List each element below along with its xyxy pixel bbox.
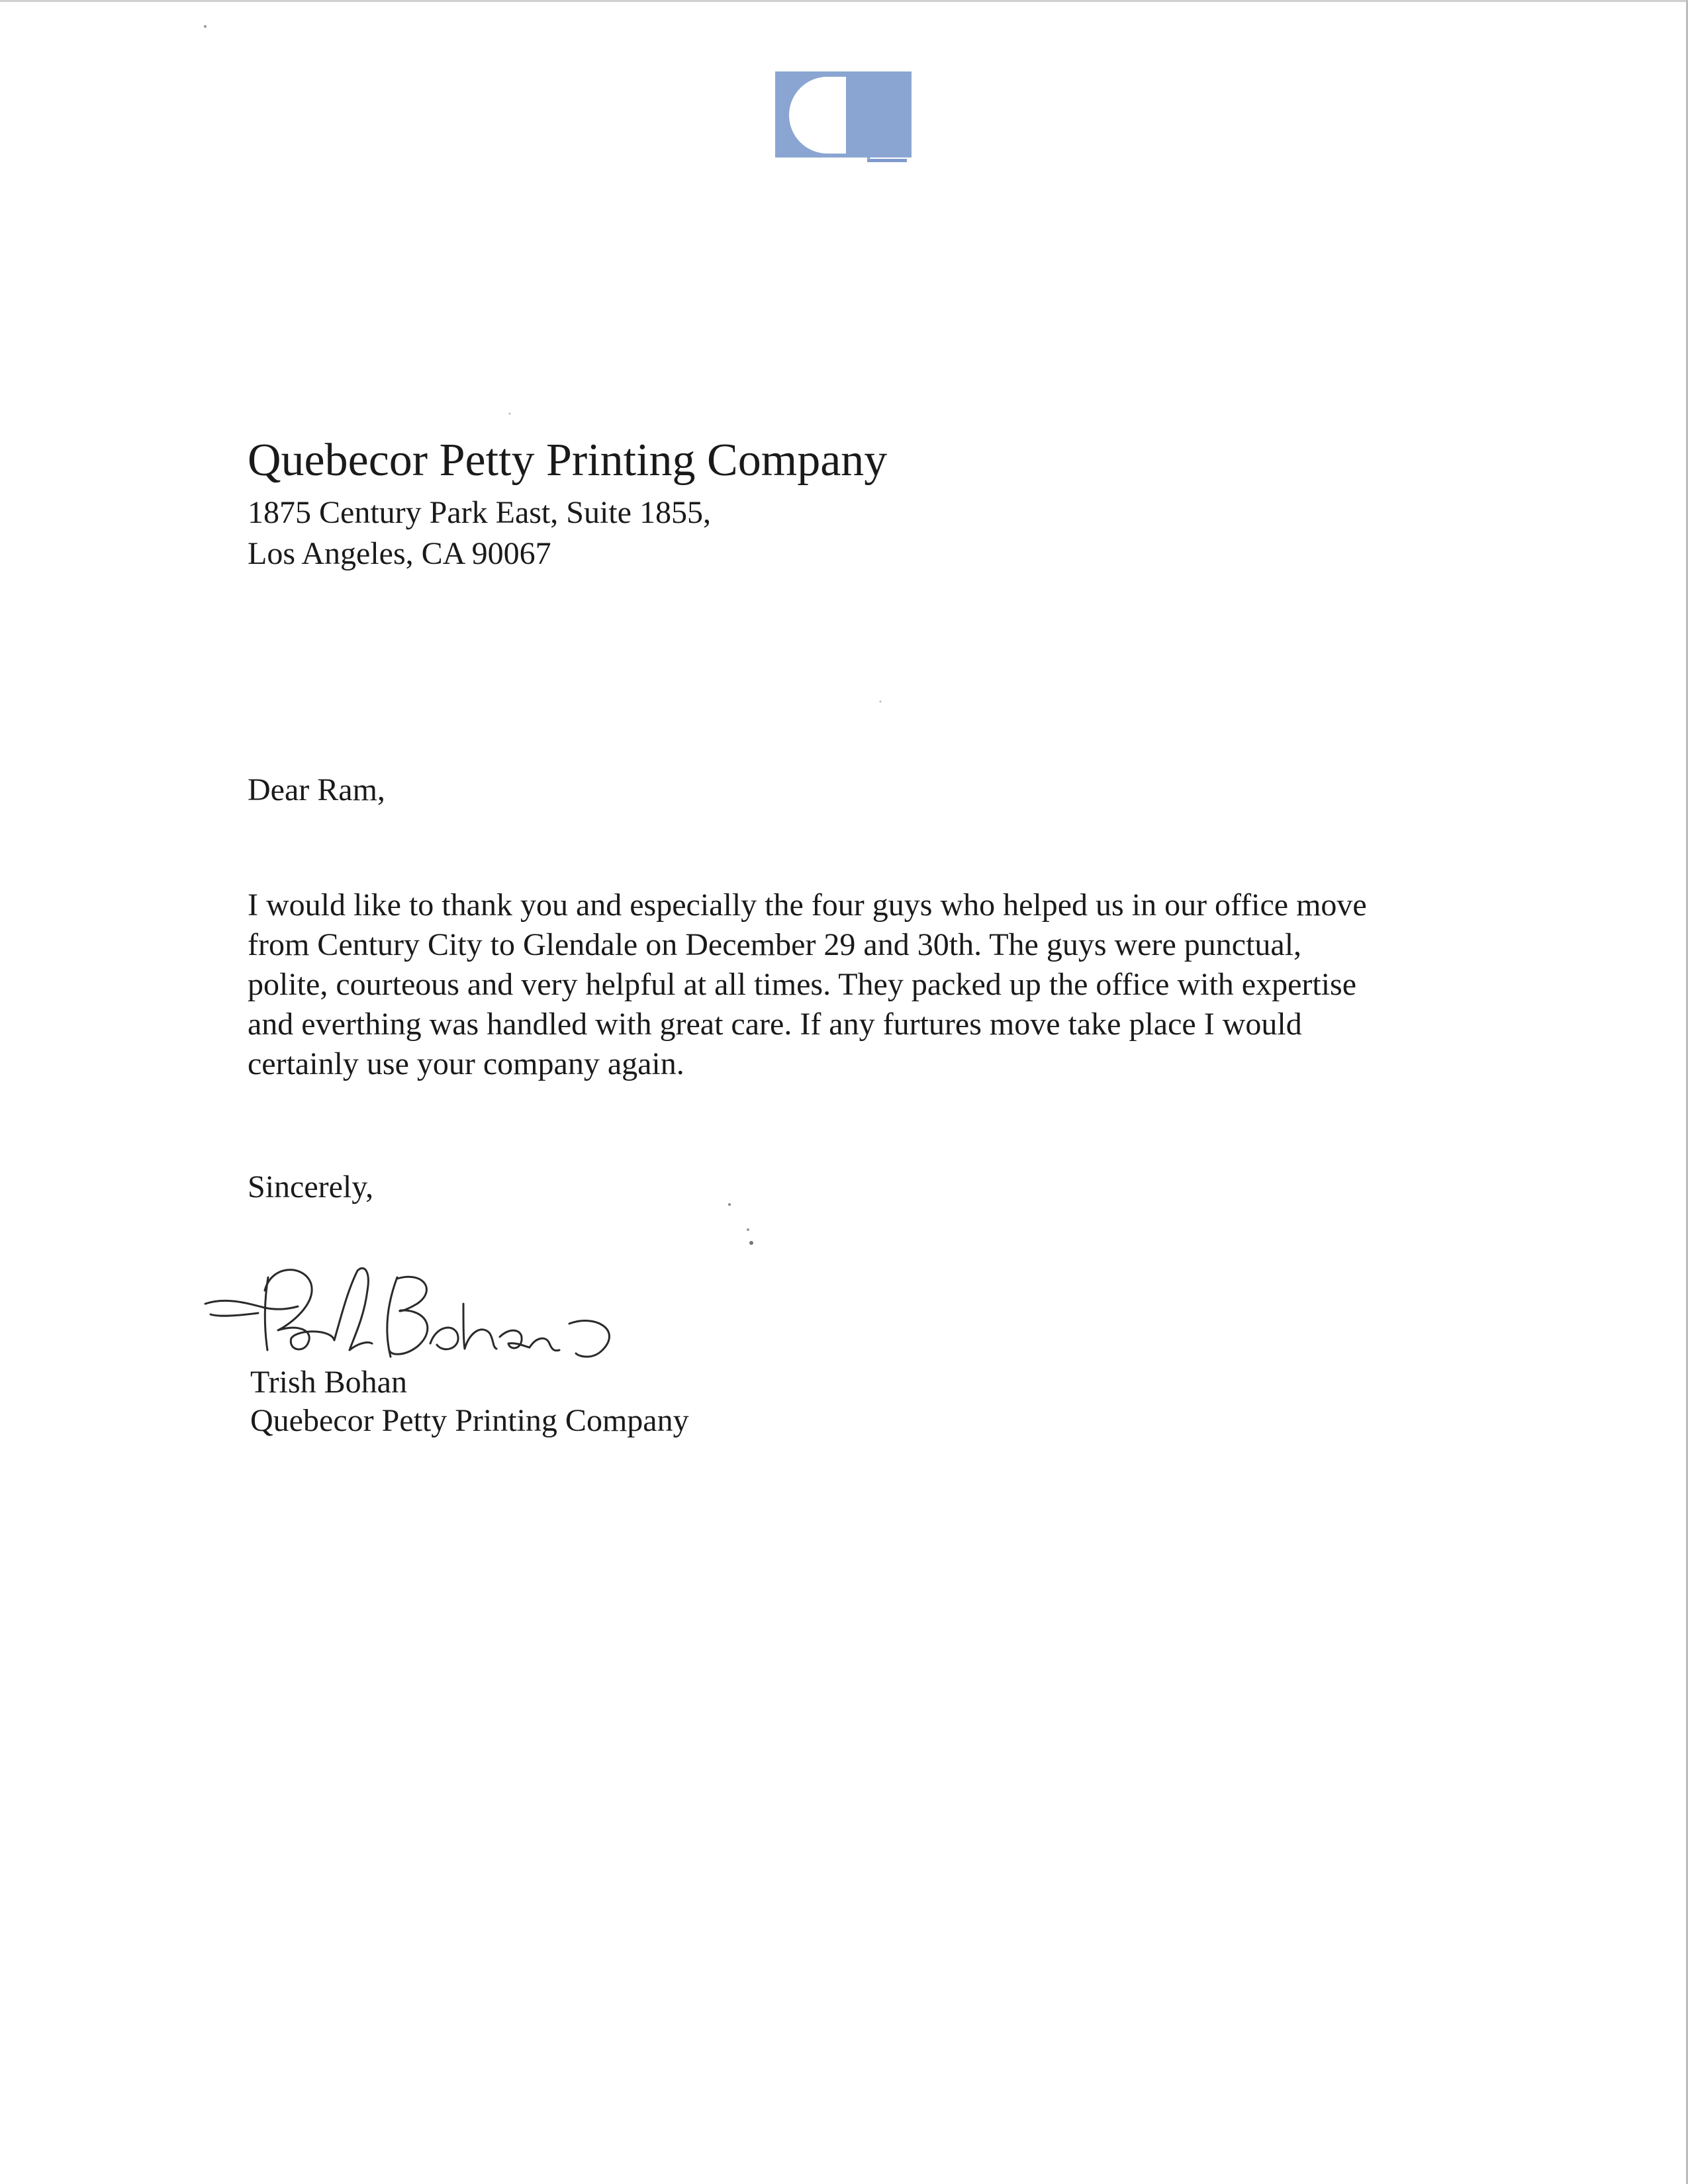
company-name: Quebecor Petty Printing Company (248, 435, 888, 486)
address-line-1: 1875 Century Park East, Suite 1855, (248, 495, 711, 530)
body-line: I would like to thank you and especially the four guys who helped us in our office move (248, 887, 1367, 923)
body-line: certainly use your company again. (248, 1046, 684, 1081)
salutation: Dear Ram, (248, 772, 385, 807)
signer-name: Trish Bohan (250, 1365, 407, 1400)
body-line: polite, courteous and very helpful at all times. They packed up the office with expertise (248, 967, 1357, 1002)
letter-body (248, 886, 1479, 1084)
body-line: and everthing was handled with great care. If any furtures move take place I would (248, 1007, 1302, 1042)
handwritten-signature-icon (199, 1251, 622, 1370)
address-line-2: Los Angeles, CA 90067 (248, 536, 551, 571)
signer-company: Quebecor Petty Printing Company (250, 1403, 689, 1438)
closing: Sincerely, (248, 1169, 374, 1205)
letterhead (248, 429, 1505, 574)
quebecor-q-logo-icon (773, 71, 915, 171)
scan-edge-top (0, 0, 1688, 2)
body-line: from Century City to Glendale on December 29 and 30th. The guys were punctual, (248, 927, 1302, 962)
signer-block (250, 1363, 689, 1440)
